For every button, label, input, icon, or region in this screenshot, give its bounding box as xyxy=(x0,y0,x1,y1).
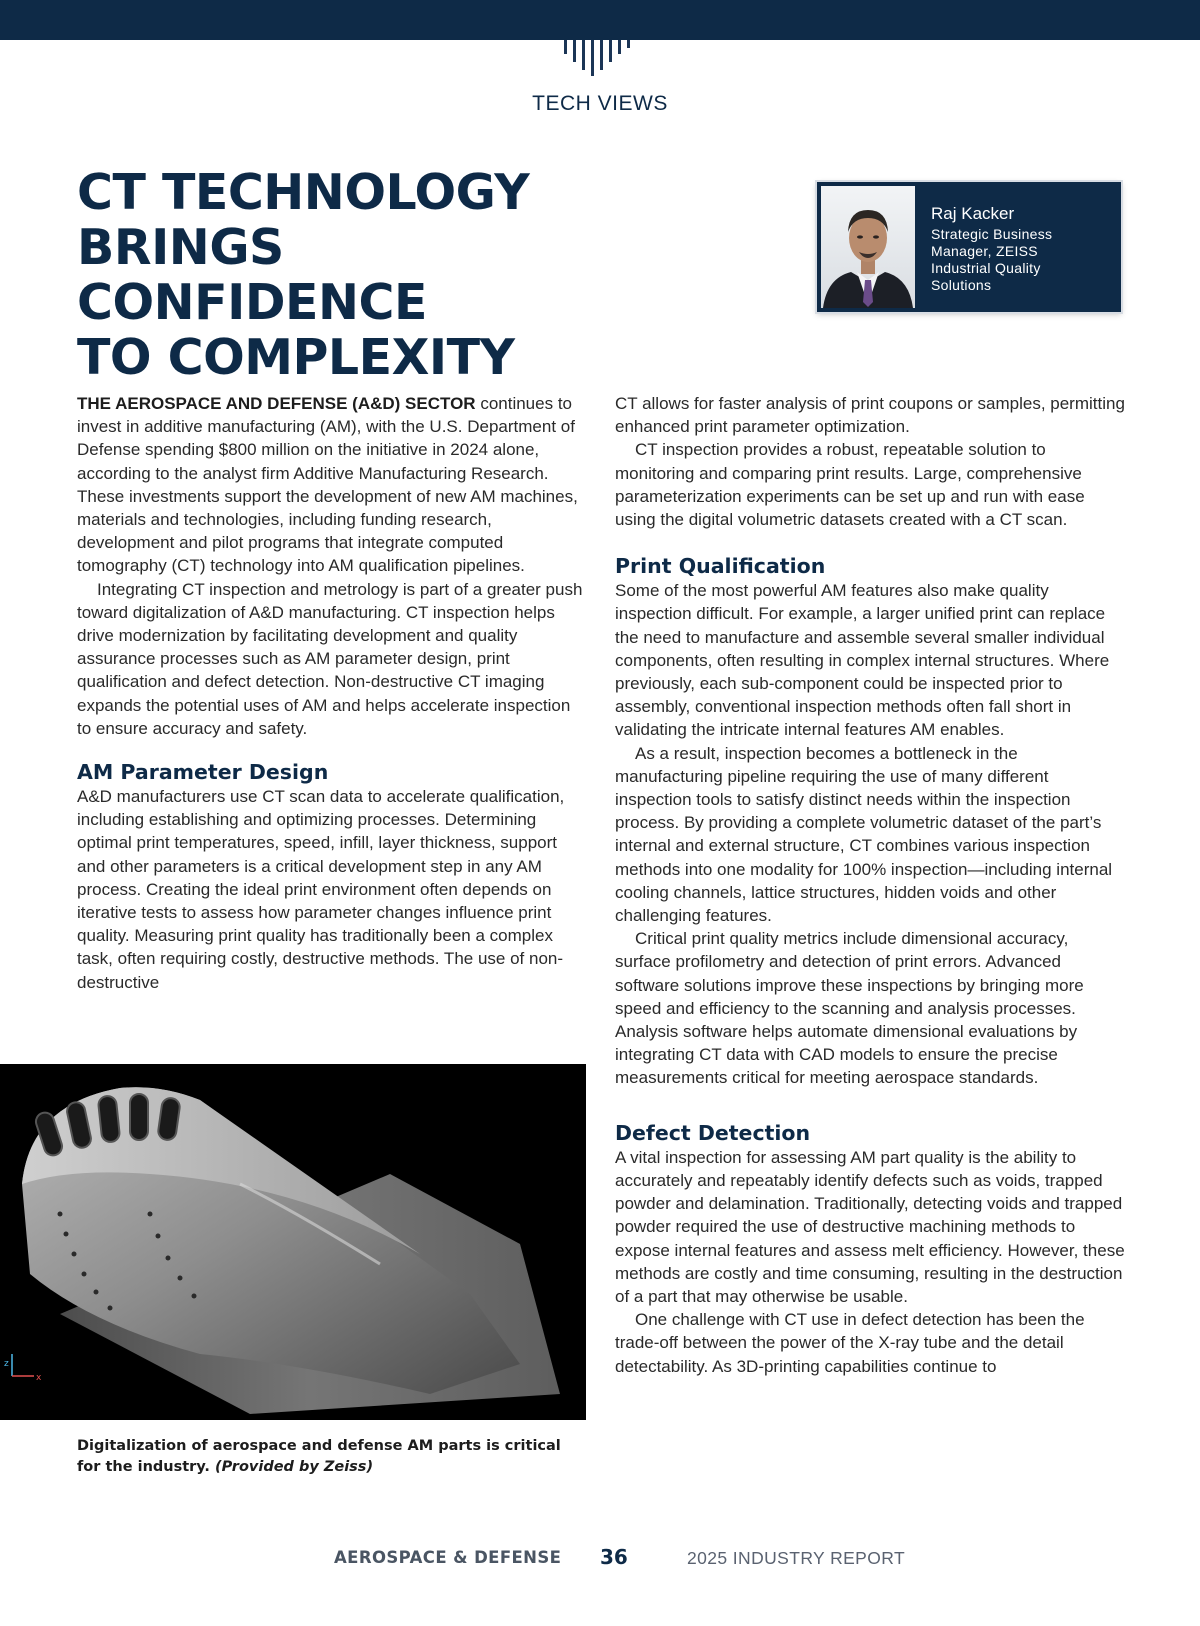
body-paragraph: Critical print quality metrics include dimensional accuracy, surface profilometry and detection of print errors. Advanced software solutions improve these inspections by bringing more speed and efficiency to the scanning and analysis processes. Analysis software helps automate dimensional evaluations by integrating CT data with CAD models to ensure the precise measurements critical for meeting aerospace standards. xyxy=(615,929,1084,1088)
logo-bar xyxy=(600,40,603,70)
author-title-line: Manager, ZEISS xyxy=(931,243,1038,259)
caption-credit: (Provided by Zeiss) xyxy=(215,1459,374,1475)
figure-caption xyxy=(77,1436,587,1478)
author-title-line: Solutions xyxy=(931,277,992,293)
logo-bar xyxy=(573,40,576,62)
body-paragraph: As a result, inspection becomes a bottleneck in the manufacturing pipeline requiring the use of many different inspection tools to satisfy distinct needs within the inspection process. By providing a complete volumetric dataset of the part’s internal and external structure, CT combines various inspection methods into one modality for 100% inspection—including internal cooling channels, lattice structures, hidden voids and other challenging features. xyxy=(615,743,1113,926)
vertical-bars-logo-icon xyxy=(556,40,644,80)
body-paragraph xyxy=(77,392,587,578)
author-name: Raj Kacker xyxy=(931,204,1015,223)
axis-label-x: x xyxy=(36,1373,42,1383)
right-column xyxy=(615,392,1125,1378)
page-number: 36 xyxy=(600,1545,628,1569)
footer-report: 2025 INDUSTRY REPORT xyxy=(687,1548,906,1568)
page-footer xyxy=(0,1545,1200,1574)
headline-line: CT TECHNOLOGY xyxy=(77,164,530,221)
author-title-line: Strategic Business xyxy=(931,226,1053,242)
caption-text: Digitalization of aerospace and defense AM parts is critical for the industry. xyxy=(77,1438,561,1475)
headline-line: BRINGS CONFIDENCE xyxy=(77,219,427,331)
intro-lead: THE AEROSPACE AND DEFENSE (A&D) SECTOR xyxy=(77,394,476,413)
logo-bar xyxy=(564,40,567,54)
logo-bar xyxy=(618,40,621,54)
ct-scan-part-icon xyxy=(0,1064,586,1420)
intro-text: continues to invest in additive manufacturing (AM), with the U.S. Department of Defense spending $800 million on the initiative in 2024 alone, according to the analyst firm Additive Manufacturing Research. These investments support the development of new AM machines, materials and technologies, including funding research, development and pilot programs that integrate computed tomography (CT) technology into AM qualification pipelines. xyxy=(77,394,578,576)
author-portrait-icon xyxy=(821,186,915,308)
body-paragraph: Integrating CT inspection and metrology is part of a greater push toward digitalization of A&D manufacturing. CT inspection helps drive modernization by facilitating development and quality assurance processes such as AM parameter design, print qualification and defect detection. Non-destructive CT imaging expands the potential uses of AM and helps accelerate inspection to ensure accuracy and safety. xyxy=(77,579,583,738)
section-label: TECH VIEWS xyxy=(532,92,668,115)
author-photo xyxy=(821,186,915,308)
section-heading: Defect Detection xyxy=(615,1120,811,1145)
logo-bar xyxy=(609,40,612,62)
body-paragraph: A vital inspection for assessing AM part quality is the ability to accurately and repeatably identify defects such as voids, trapped powder and delamination. Traditionally, detecting voids and trapped powder required the use of destructive machining methods to expose internal features and assess melt efficiency. However, these methods are costly and time consuming, resulting in the destruction of a part that may otherwise be usable. xyxy=(615,1147,1125,1306)
section-heading: Print Qualification xyxy=(615,554,826,579)
body-paragraph: CT inspection provides a robust, repeatable solution to monitoring and comparing print results. Large, comprehensive parameterization experiments can be set up and run with ease using the digital volumetric datasets created with a CT scan. xyxy=(615,440,1085,530)
footer-publication: AEROSPACE & DEFENSE xyxy=(334,1548,562,1567)
author-title-line: Industrial Quality xyxy=(931,260,1041,276)
logo-bar xyxy=(627,40,630,48)
top-banner xyxy=(0,0,1200,40)
section-heading: AM Parameter Design xyxy=(77,760,329,785)
logo-bar xyxy=(582,40,585,70)
ct-scan-figure xyxy=(0,1064,586,1420)
body-paragraph: Some of the most powerful AM features also make quality inspection difficult. For example, a larger unified print can replace the need to manufacture and assemble several smaller individual components, often resulting in complex internal structures. Where previously, each sub-component could be inspected prior to assembly, conventional inspection methods often fall short in validating the intricate internal features AM enables. xyxy=(615,581,1110,740)
headline-line: TO COMPLEXITY xyxy=(77,329,515,386)
axis-label-z: z xyxy=(4,1359,9,1369)
left-column xyxy=(77,392,587,994)
article-headline xyxy=(77,165,637,385)
logo-bar xyxy=(591,40,594,76)
body-paragraph: A&D manufacturers use CT scan data to accelerate qualification, including establishing and optimizing processes. Determining optimal print temperatures, speed, infill, layer thickness, support and other parameters is a critical development step in any AM process. Creating the ideal print environment often depends on iterative tests to assess how parameter changes influence print quality. Measuring print quality has traditionally been a complex task, often requiring costly, destructive methods. The use of non-destructive xyxy=(77,787,565,992)
author-card xyxy=(817,182,1121,312)
author-info xyxy=(931,204,1111,294)
body-paragraph: One challenge with CT use in defect detection has been the trade-off between the power of the X-ray tube and the detail detectability. As 3D-printing capabilities continue to xyxy=(615,1310,1085,1376)
body-paragraph: CT allows for faster analysis of print coupons or samples, permitting enhanced print parameter optimization. xyxy=(615,394,1125,437)
